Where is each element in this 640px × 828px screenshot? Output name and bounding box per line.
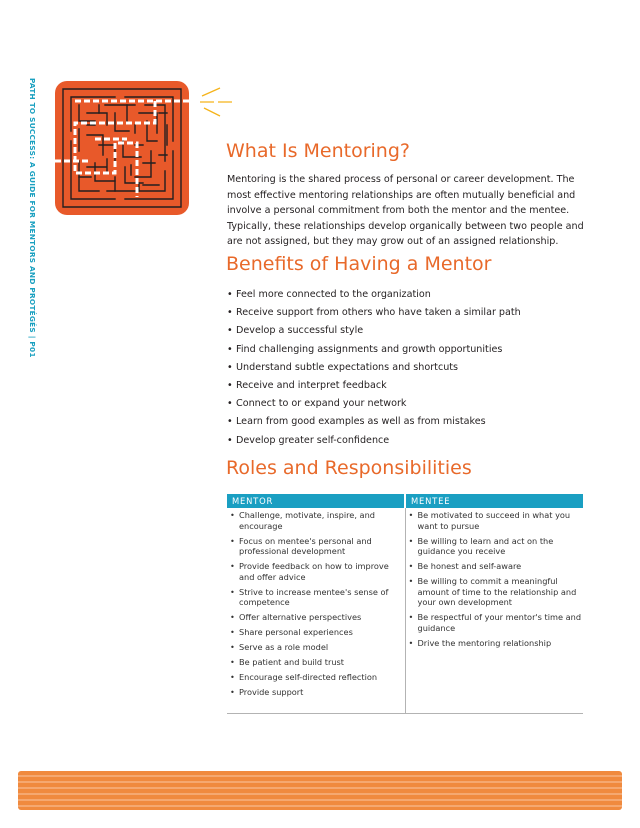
mentor-column-header: MENTOR [227,494,405,508]
mentor-list [227,510,405,698]
list-item: • Be willing to commit a meaningful amount of time to the relationship and your own development [406,576,584,608]
spark-lines-icon [198,80,238,120]
list-item: • Challenge, motivate, inspire, and encourage [227,510,405,531]
mentor-cell [227,508,405,714]
list-item: • Drive the mentoring relationship [406,638,584,649]
list-item: • Strive to increase mentee's sense of competence [227,587,405,608]
list-item: • Encourage self-directed reflection [227,672,405,683]
list-item: • Serve as a role model [227,642,405,653]
list-item: • Be motivated to succeed in what you want to pursue [406,510,584,531]
mentee-cell [405,508,583,714]
list-item: • Provide support [227,687,405,698]
list-item: • Be respectful of your mentor's time and guidance [406,612,584,633]
list-item: • Share personal experiences [227,627,405,638]
footer-stripes [18,771,622,810]
list-item: • Be patient and build trust [227,657,405,668]
list-item: • Be willing to learn and act on the guidance you receive [406,536,584,557]
mentee-list [406,510,584,648]
list-item: • Find challenging assignments and growth opportunities [227,341,521,359]
list-item: • Receive and interpret feedback [227,377,521,395]
list-item: • Develop greater self-confidence [227,432,521,450]
table-row [227,508,583,714]
roles-table [227,494,583,714]
list-item: • Develop a successful style [227,322,521,340]
table-header-row [227,494,583,508]
section-title-what-is-mentoring: What Is Mentoring? [226,140,410,162]
section-title-benefits: Benefits of Having a Mentor [226,253,492,275]
list-item: • Be honest and self-aware [406,561,584,572]
list-item: • Feel more connected to the organization [227,286,521,304]
list-item: • Receive support from others who have taken a similar path [227,304,521,322]
list-item: • Connect to or expand your network [227,395,521,413]
benefits-list [227,286,521,450]
side-running-header [25,78,37,358]
section-title-roles: Roles and Responsibilities [226,457,472,479]
list-item: • Provide feedback on how to improve and offer advice [227,561,405,582]
list-item: • Focus on mentee's personal and professional development [227,536,405,557]
mentee-column-header: MENTEE [405,494,583,508]
side-running-header-text: PATH TO SUCCESS: A GUIDE FOR MENTORS AND PROTÉGÉS | P01 [28,78,37,358]
maze-icon [55,81,189,215]
list-item: • Learn from good examples as well as from mistakes [227,413,521,431]
what-is-mentoring-paragraph: Mentoring is the shared process of personal or career development. The most effective mentoring relationships are often mutually beneficial and involve a personal commitment from both the mentor and the mentee. Typically, these relationships develop organically between two people and are not assigned, but they may grow out of an assigned relationship. [227,174,584,247]
list-item: • Understand subtle expectations and shortcuts [227,359,521,377]
list-item: • Offer alternative perspectives [227,612,405,623]
